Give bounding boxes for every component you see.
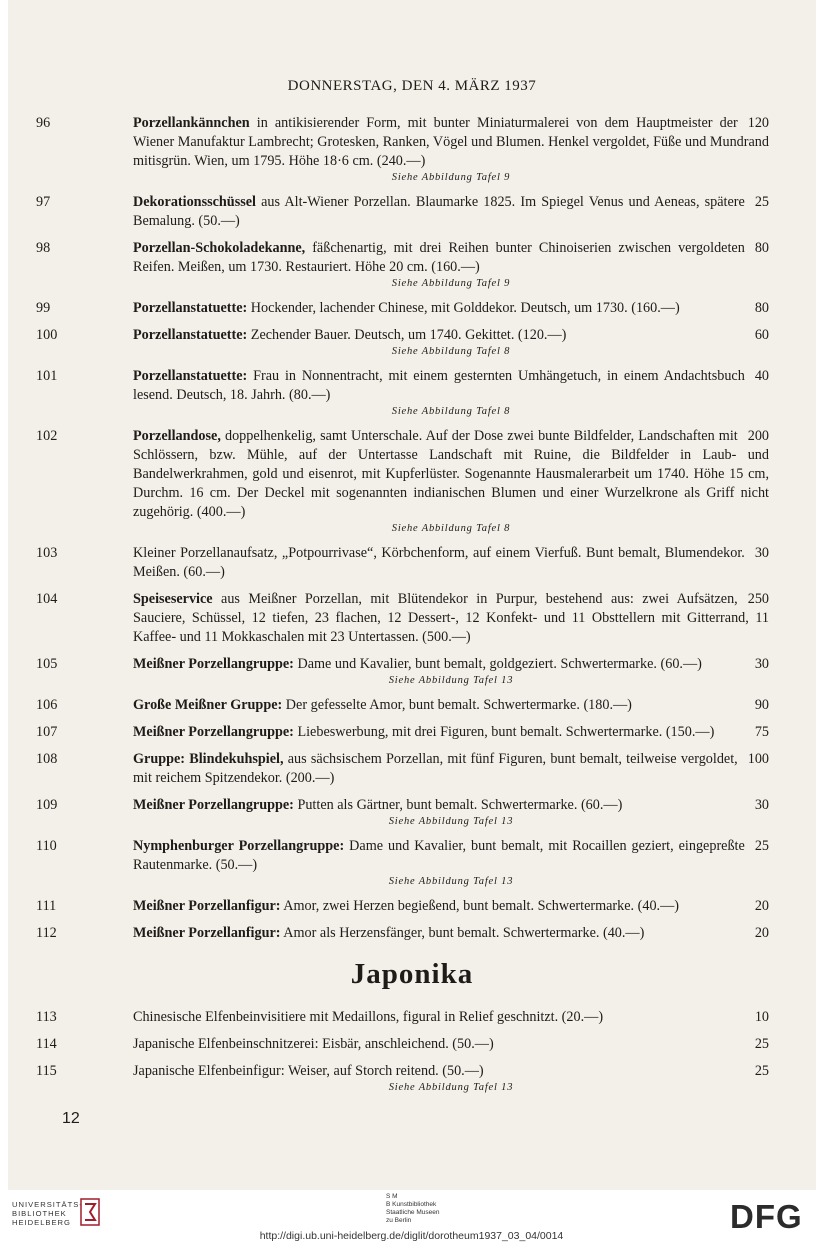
catalog-entry <box>8 326 816 359</box>
entry-title: Dekorationsschüssel <box>133 194 256 210</box>
source-url-link[interactable]: http://digi.ub.uni-heidelberg.de/diglit/dorotheum1937_03_04/0014 <box>259 1230 564 1242</box>
page-number: 12 <box>62 1110 80 1127</box>
entry-number: 106 <box>36 697 58 713</box>
entry-description <box>133 837 769 875</box>
entry-title: Porzellanstatuette: <box>133 368 248 384</box>
entry-number: 110 <box>36 838 57 854</box>
entry-text: Der gefesselte Amor, bunt bemalt. Schwertermarke. (180.—) <box>282 697 632 713</box>
illustration-reference: Siehe Abbildung Tafel 8 <box>391 523 511 534</box>
entry-price: 20 <box>754 898 769 914</box>
entry-text: Amor, zwei Herzen begießend, bunt bemalt. Schwertermarke. (40.—) <box>280 898 680 914</box>
entry-description <box>133 897 769 916</box>
center-logo-line: zu Berlin <box>386 1217 412 1224</box>
entry-price: 80 <box>754 240 769 256</box>
entry-price: 25 <box>754 1063 769 1079</box>
illustration-reference: Siehe Abbildung Tafel 8 <box>391 406 511 417</box>
uni-logo-line: BIBLIOTHEK <box>12 1209 67 1218</box>
entry-price: 250 <box>747 591 769 607</box>
section-title: Japonika <box>350 958 474 990</box>
catalog-entry <box>8 1008 816 1027</box>
entry-description <box>133 427 769 522</box>
entry-number: 100 <box>36 327 58 343</box>
entry-description <box>133 723 769 742</box>
entry-text: Liebeswerbung, mit drei Figuren, bunt bemalt. Schwertermarke. (150.—) <box>293 724 715 740</box>
entry-number: 105 <box>36 656 58 672</box>
entry-number: 99 <box>36 300 51 316</box>
entry-number: 113 <box>36 1009 57 1025</box>
entry-number: 114 <box>36 1036 57 1052</box>
catalog-entry <box>8 837 816 889</box>
entry-list <box>8 114 816 951</box>
entry-price: 30 <box>754 545 769 561</box>
entry-description <box>133 655 769 674</box>
entry-text: aus Alt-Wiener Porzellan. Blaumarke 1825. Im Spiegel Venus und Aeneas, spätere Bemalung. (50.—) <box>133 194 745 229</box>
entry-number: 101 <box>36 368 58 384</box>
entry-number: 104 <box>36 591 58 607</box>
entry-price: 60 <box>754 327 769 343</box>
illustration-reference: Siehe Abbildung Tafel 13 <box>388 1082 514 1093</box>
entry-description <box>133 590 769 647</box>
entry-text: Japanische Elfenbeinschnitzerei: Eisbär, anschleichend. (50.—) <box>133 1036 494 1052</box>
entry-title: Porzellankännchen <box>133 115 250 131</box>
entry-text: Kleiner Porzellanaufsatz, „Potpourrivase“, Körbchenform, auf einem Vierfuß. Bunt bemalt, Blumendekor. Meißen. (60.—) <box>133 545 745 580</box>
illustration-reference: Siehe Abbildung Tafel 13 <box>388 816 514 827</box>
entry-title: Porzellandose, <box>133 428 221 444</box>
entry-text: Dame und Kavalier, bunt bemalt, goldgeziert. Schwertermarke. (60.—) <box>293 656 702 672</box>
catalog-entry <box>8 723 816 742</box>
entry-number: 108 <box>36 751 58 767</box>
entry-description <box>133 1035 769 1054</box>
illustration-reference: Siehe Abbildung Tafel 13 <box>388 675 514 686</box>
catalog-entry <box>8 193 816 231</box>
entry-title: Gruppe: Blindekuhspiel, <box>133 751 284 767</box>
catalog-entry <box>8 655 816 688</box>
entry-number: 107 <box>36 724 58 740</box>
entry-title: Porzellanstatuette: <box>133 300 248 316</box>
entry-title: Meißner Porzellanfigur: <box>133 898 281 914</box>
entry-description <box>133 1008 769 1027</box>
entry-title: Große Meißner Gruppe: <box>133 697 283 713</box>
entry-title: Meißner Porzellanfigur: <box>133 925 281 941</box>
footer <box>0 1190 823 1246</box>
catalog-entry <box>8 427 816 536</box>
entry-price: 25 <box>754 1036 769 1052</box>
catalog-entry <box>8 696 816 715</box>
entry-price: 120 <box>747 115 769 131</box>
entry-text: Frau in Nonnentracht, mit einem gesternten Umhängetuch, in einem Andachtsbuch lesend. Deutsch, 18. Jahrh. (80.—) <box>133 368 745 403</box>
entry-number: 111 <box>36 898 57 914</box>
entry-description <box>133 326 769 345</box>
entry-text: in antikisierender Form, mit bunter Miniaturmalerei von dem Hauptmeister der Wiener Manufaktur Lambrecht; Grotesken, Ranken, Vögel und Blumen. Henkel vergoldet, Füße und Mundrand mitisgrün. Wien, um 1795. Höhe 18·6 cm. (240.—) <box>133 115 769 169</box>
center-logo-line: Staatliche Museen <box>386 1209 440 1216</box>
page-header: DONNERSTAG, DEN 4. MÄRZ 1937 <box>287 78 537 94</box>
entry-title: Meißner Porzellangruppe: <box>133 656 294 672</box>
entry-text: doppelhenkelig, samt Unterschale. Auf der Dose zwei bunte Bildfelder, Landschaften mit Schlössern, bzw. Mühle, auf der Untertasse Landschaft mit Ruine, die Bildfelder in Laub- und Bandelwerkrahmen, gold und eisenrot, mit Kupferlüster. Sogenannte Hausmalerarbeit um 1740. Höhe 15 cm, Durchm. 16 cm. Der Deckel mit sogenannten indianischen Blumen und einer Wurzelkrone als Griff nicht zugehörig. (400.—) <box>133 428 769 520</box>
entry-text: Putten als Gärtner, bunt bemalt. Schwertermarke. (60.—) <box>293 797 623 813</box>
entry-description <box>133 1062 769 1081</box>
catalog-entry <box>8 367 816 419</box>
entry-description <box>133 696 769 715</box>
entry-number: 115 <box>36 1063 57 1079</box>
kunstbibliothek-logo <box>386 1193 439 1225</box>
entry-number: 98 <box>36 240 51 256</box>
entry-price: 200 <box>747 428 769 444</box>
entry-text: aus Meißner Porzellan, mit Blütendekor in Purpur, bestehend aus: zwei Aufsätzen, Sauciere, Schüssel, 12 tiefen, 23 flachen, 12 Dessert-, 12 Konfekt- und 11 Obsttellern mit Gitterrand, 11 Kaffee- und 11 Mokkaschalen mit 23 Untertassen. (500.—) <box>133 591 769 645</box>
catalog-entry <box>8 544 816 582</box>
entry-text: Japanische Elfenbeinfigur: Weiser, auf Storch reitend. (50.—) <box>133 1063 484 1079</box>
catalog-entry <box>8 299 816 318</box>
entry-number: 102 <box>36 428 58 444</box>
university-emblem-icon <box>80 1198 100 1226</box>
entry-description <box>133 796 769 815</box>
illustration-reference: Siehe Abbildung Tafel 9 <box>391 172 511 183</box>
entry-description <box>133 544 769 582</box>
entry-price: 25 <box>754 838 769 854</box>
entry-text: fäßchenartig, mit drei Reihen bunter Chinoiserien zwischen vergoldeten Reifen. Meißen, um 1730. Restauriert. Höhe 20 cm. (160.—) <box>133 240 745 275</box>
catalog-entry <box>8 750 816 788</box>
entry-number: 109 <box>36 797 58 813</box>
catalog-page <box>8 0 816 1190</box>
entry-price: 30 <box>754 656 769 672</box>
catalog-entry <box>8 1035 816 1054</box>
entry-price: 80 <box>754 300 769 316</box>
uni-logo-line: UNIVERSITÄTS- <box>12 1200 83 1209</box>
catalog-entry <box>8 114 816 185</box>
illustration-reference: Siehe Abbildung Tafel 9 <box>391 278 511 289</box>
entry-title: Porzellanstatuette: <box>133 327 248 343</box>
entry-price: 20 <box>754 925 769 941</box>
entry-description <box>133 239 769 277</box>
entry-description <box>133 114 769 171</box>
entry-number: 97 <box>36 194 51 210</box>
entry-title: Speiseservice <box>133 591 213 607</box>
entry-number: 103 <box>36 545 58 561</box>
catalog-entry <box>8 897 816 916</box>
entry-title: Meißner Porzellangruppe: <box>133 724 294 740</box>
illustration-reference: Siehe Abbildung Tafel 13 <box>388 876 514 887</box>
entry-text: aus sächsischem Porzellan, mit fünf Figuren, bunt bemalt, teilweise vergoldet, mit reichem Spitzendekor. (200.—) <box>133 751 738 786</box>
entry-description <box>133 299 769 318</box>
entry-description <box>133 193 769 231</box>
entry-number: 112 <box>36 925 57 941</box>
entry-number: 96 <box>36 115 51 131</box>
entry-text: Hockender, lachender Chinese, mit Golddekor. Deutsch, um 1730. (160.—) <box>247 300 680 316</box>
entry-price: 90 <box>754 697 769 713</box>
entry-text: Amor als Herzensfänger, bunt bemalt. Schwertermarke. (40.—) <box>280 925 645 941</box>
entry-list-japonika <box>8 1008 816 1103</box>
center-logo-line: S M <box>386 1193 398 1200</box>
entry-description <box>133 367 769 405</box>
entry-text: Chinesische Elfenbeinvisitiere mit Medaillons, figural in Relief geschnitzt. (20.—) <box>133 1009 604 1025</box>
entry-title: Nymphenburger Porzellangruppe: <box>133 838 345 854</box>
entry-price: 40 <box>754 368 769 384</box>
entry-text: Zechender Bauer. Deutsch, um 1740. Gekittet. (120.—) <box>247 327 567 343</box>
uni-logo-line: HEIDELBERG <box>12 1218 71 1227</box>
catalog-entry <box>8 1062 816 1095</box>
center-logo-line: B Kunstbibliothek <box>386 1201 437 1208</box>
entry-price: 100 <box>747 751 769 767</box>
entry-description <box>133 750 769 788</box>
entry-price: 75 <box>754 724 769 740</box>
entry-title: Meißner Porzellangruppe: <box>133 797 294 813</box>
entry-title: Porzellan-Schokoladekanne, <box>133 240 306 256</box>
entry-description <box>133 924 769 943</box>
illustration-reference: Siehe Abbildung Tafel 8 <box>391 346 511 357</box>
catalog-entry <box>8 239 816 291</box>
catalog-entry <box>8 590 816 647</box>
entry-text: Dame und Kavalier, bunt bemalt, mit Rocaillen geziert, eingepreßte Rautenmarke. (50.—) <box>133 838 745 873</box>
catalog-entry <box>8 796 816 829</box>
dfg-logo[interactable]: DFG <box>730 1198 803 1235</box>
entry-price: 10 <box>754 1009 769 1025</box>
entry-price: 25 <box>754 194 769 210</box>
entry-price: 30 <box>754 797 769 813</box>
catalog-entry <box>8 924 816 943</box>
